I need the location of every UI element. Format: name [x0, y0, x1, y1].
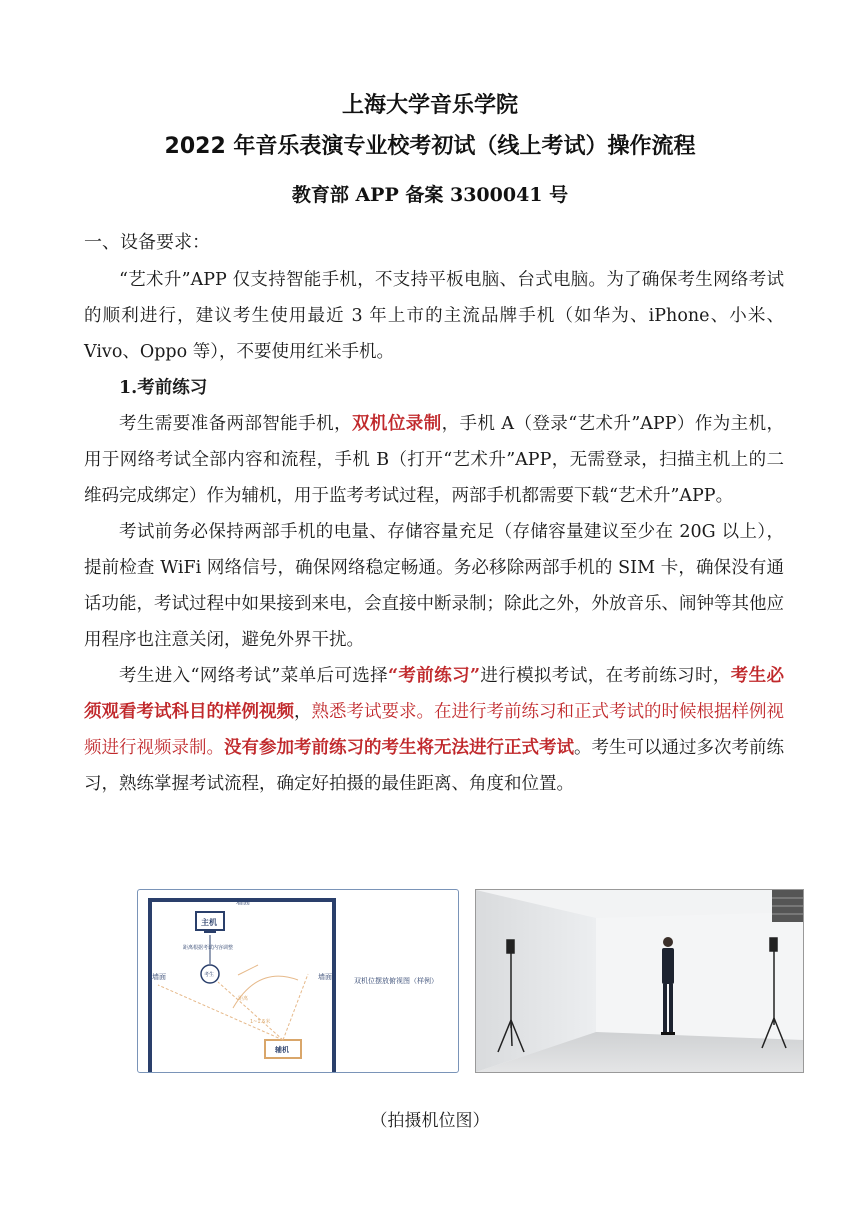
highlight-no-practice: 没有参加考前练习的考生将无法进行正式考试	[224, 738, 574, 758]
highlight-practice: “考前练习”	[387, 666, 481, 686]
room-walls	[150, 900, 334, 1072]
camera-setup-photo	[475, 889, 804, 1073]
highlight-sample-video: 考生必须观看考试科目的样例视频	[84, 666, 785, 722]
svg-text:距离根据考试内容调整: 距离根据考试内容调整	[183, 945, 234, 951]
svg-text:墙面: 墙面	[152, 973, 166, 981]
highlight-dual-camera: 双机位录制	[352, 414, 442, 434]
paragraph-preparation: 考试前务必保持两部手机的电量、存储容量充足（存储容量建议至少在 20G 以上），提前检查 WiFi 网络信号，确保网络稳定畅通。务必移除两部手机的 SIM 卡，确保没有通话功能，考试过程中如果接到来电，会直接中断录制；除此之外，外放音乐、闹钟等其他应用程序也注意关闭，避免外界干扰。	[84, 522, 784, 650]
svg-text:辅机: 辅机	[275, 1046, 289, 1054]
paragraph-device-support: “艺术升”APP 仅支持智能手机，不支持平板电脑、台式电脑。为了确保考生网络考试的顺利进行，建议考生使用最近 3 年上市的主流品牌手机（如华为、iPhone、小米、Vivo、Oppo 等），不要使用红米手机。	[84, 270, 784, 362]
subheading-practice: 1.考前练习	[119, 378, 208, 398]
document-title: 上海大学音乐学院	[341, 93, 518, 118]
body-text	[84, 262, 784, 802]
svg-text:墙面: 墙面	[318, 973, 332, 981]
document-subtitle: 2022 年音乐表演专业校考初试（线上考试）操作流程	[164, 134, 696, 159]
diagram-svg	[138, 890, 458, 1072]
photo-svg	[476, 890, 803, 1072]
registration-number: 教育部 APP 备案 3300041 号	[291, 184, 569, 206]
svg-text:墙面: 墙面	[236, 898, 250, 906]
highlight-requirements: 熟悉考试要求。在进行考前练习和正式考试的时候根据样例视频进行视频录制。	[84, 702, 784, 758]
figure-caption: （拍摄机位图）	[370, 1111, 490, 1131]
paragraph-two-phones: 考生需要准备两部智能手机，双机位录制，手机 A（登录“艺术升”APP）作为主机，用于网络考试全部内容和流程，手机 B（打开“艺术升”APP，无需登录，扫描主机上的二维码完成绑定）作为辅机，用于监考考试过程，两部手机都需要下载“艺术升”APP。	[84, 414, 785, 506]
paragraph-practice-exam: 考生进入“网络考试”菜单后可选择“考前练习”进行模拟考试，在考前练习时，考生必须观看考试科目的样例视频，熟悉考试要求。在进行考前练习和正式考试的时候根据样例视频进行视频录制。没有参加考前练习的考生将无法进行正式考试。考生可以通过多次考前练习，熟练掌握考试流程，确定好拍摄的最佳距离、角度和位置。	[84, 666, 785, 794]
svg-text:距离: 距离	[238, 996, 249, 1002]
svg-text:双机位摆放俯视图（样例）: 双机位摆放俯视图（样例）	[354, 977, 438, 985]
section-heading-equipment: 一、设备要求：	[84, 232, 210, 253]
svg-text:1~1.5米: 1~1.5米	[250, 1019, 271, 1025]
camera-placement-diagram	[137, 889, 459, 1073]
svg-text:主机: 主机	[201, 918, 217, 927]
svg-text:考生: 考生	[204, 972, 215, 978]
